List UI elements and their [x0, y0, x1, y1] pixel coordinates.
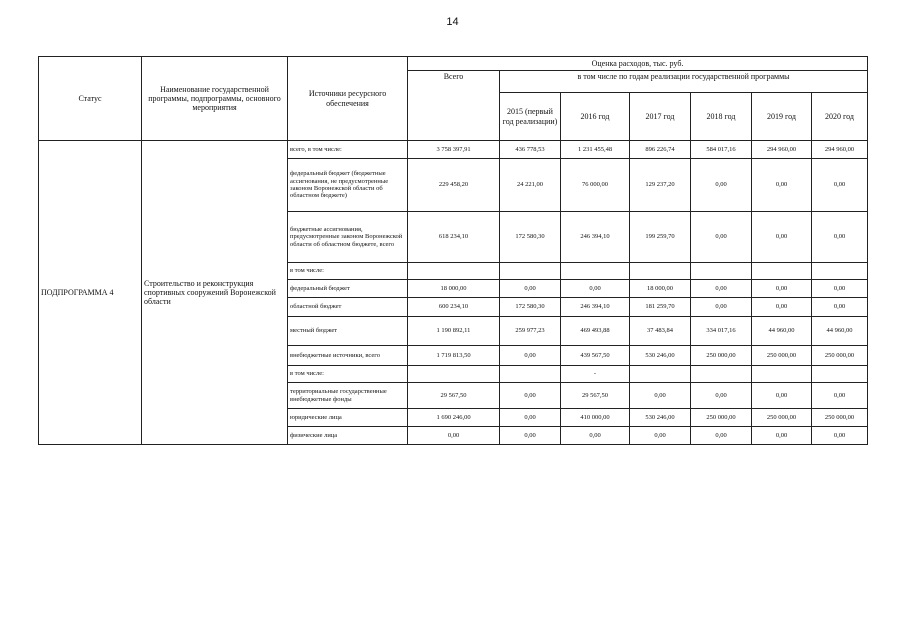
year-value-cell: 436 778,53	[500, 141, 561, 159]
year-value-cell	[812, 366, 868, 383]
year-value-cell: 0,00	[812, 159, 868, 212]
year-value-cell	[691, 263, 752, 280]
year-value-cell: 37 483,84	[630, 317, 691, 346]
source-cell: бюджетные ассигнования, предусмотренные законом Воронежской области об областном бюджете, всего	[288, 212, 408, 263]
year-value-cell: 44 960,00	[752, 317, 812, 346]
year-value-cell: 250 000,00	[812, 346, 868, 366]
total-value-cell: 1 190 892,11	[408, 317, 500, 346]
year-value-cell	[752, 366, 812, 383]
year-value-cell: 250 000,00	[691, 346, 752, 366]
source-cell: местный бюджет	[288, 317, 408, 346]
year-value-cell: 334 017,16	[691, 317, 752, 346]
header-total: Всего	[408, 71, 500, 141]
total-value-cell	[408, 366, 500, 383]
year-value-cell: 250 000,00	[752, 409, 812, 427]
year-value-cell: 0,00	[752, 159, 812, 212]
header-year-2017: 2017 год	[630, 93, 691, 141]
year-value-cell: 0,00	[500, 383, 561, 409]
year-value-cell	[752, 263, 812, 280]
header-year-2018: 2018 год	[691, 93, 752, 141]
header-status: Статус	[39, 57, 142, 141]
year-value-cell: 246 394,10	[561, 212, 630, 263]
page-number: 14	[446, 16, 459, 28]
year-value-cell: 0,00	[812, 212, 868, 263]
source-cell: юридические лица	[288, 409, 408, 427]
year-value-cell: 0,00	[561, 280, 630, 298]
year-value-cell: 250 000,00	[691, 409, 752, 427]
header-year-2016: 2016 год	[561, 93, 630, 141]
year-value-cell: 172 580,30	[500, 212, 561, 263]
year-value-cell: 29 567,50	[561, 383, 630, 409]
year-value-cell: 0,00	[500, 280, 561, 298]
year-value-cell: 0,00	[812, 383, 868, 409]
total-value-cell	[408, 263, 500, 280]
year-value-cell: 44 960,00	[812, 317, 868, 346]
year-value-cell: 129 237,20	[630, 159, 691, 212]
year-value-cell: 439 567,50	[561, 346, 630, 366]
year-value-cell: 0,00	[812, 280, 868, 298]
year-value-cell: 181 259,70	[630, 298, 691, 317]
total-value-cell: 3 758 397,91	[408, 141, 500, 159]
year-value-cell	[561, 263, 630, 280]
year-value-cell: 0,00	[630, 427, 691, 445]
total-value-cell: 600 234,10	[408, 298, 500, 317]
status-cell: ПОДПРОГРАММА 4	[39, 141, 142, 445]
year-value-cell: 76 000,00	[561, 159, 630, 212]
year-value-cell: 1 231 455,48	[561, 141, 630, 159]
year-value-cell: 0,00	[752, 383, 812, 409]
header-year-2020: 2020 год	[812, 93, 868, 141]
year-value-cell: 172 580,30	[500, 298, 561, 317]
year-value-cell	[630, 366, 691, 383]
header-year-2019: 2019 год	[752, 93, 812, 141]
total-value-cell: 29 567,50	[408, 383, 500, 409]
year-value-cell: 0,00	[691, 280, 752, 298]
year-value-cell	[500, 366, 561, 383]
year-value-cell: 0,00	[500, 346, 561, 366]
year-value-cell: 24 221,00	[500, 159, 561, 212]
year-value-cell: 0,00	[752, 212, 812, 263]
year-value-cell: 0,00	[500, 409, 561, 427]
year-value-cell: 294 960,00	[752, 141, 812, 159]
year-value-cell: 0,00	[691, 159, 752, 212]
year-value-cell: 0,00	[691, 212, 752, 263]
year-value-cell: 0,00	[812, 427, 868, 445]
total-value-cell: 618 234,10	[408, 212, 500, 263]
source-cell: областной бюджет	[288, 298, 408, 317]
year-value-cell: 0,00	[812, 298, 868, 317]
budget-table	[38, 56, 868, 445]
year-value-cell: 0,00	[752, 280, 812, 298]
source-cell: территориальные государственные внебюджетные фонды	[288, 383, 408, 409]
year-value-cell: -	[561, 366, 630, 383]
source-cell: физические лица	[288, 427, 408, 445]
year-value-cell: 250 000,00	[752, 346, 812, 366]
year-value-cell: 0,00	[691, 383, 752, 409]
year-value-cell: 530 246,00	[630, 346, 691, 366]
year-value-cell: 469 493,88	[561, 317, 630, 346]
table-body	[39, 141, 868, 445]
year-value-cell: 410 000,00	[561, 409, 630, 427]
year-value-cell: 199 259,70	[630, 212, 691, 263]
header-sources: Источники ресурсного обеспечения	[288, 57, 408, 141]
year-value-cell: 530 246,00	[630, 409, 691, 427]
year-value-cell: 246 394,10	[561, 298, 630, 317]
year-value-cell: 250 000,00	[812, 409, 868, 427]
year-value-cell: 0,00	[752, 298, 812, 317]
total-value-cell: 18 000,00	[408, 280, 500, 298]
table-row	[39, 141, 868, 159]
year-value-cell: 0,00	[630, 383, 691, 409]
year-value-cell: 584 017,16	[691, 141, 752, 159]
year-value-cell: 896 226,74	[630, 141, 691, 159]
year-value-cell: 0,00	[752, 427, 812, 445]
source-cell: всего, в том числе:	[288, 141, 408, 159]
year-value-cell: 0,00	[691, 427, 752, 445]
total-value-cell: 1 719 813,50	[408, 346, 500, 366]
source-cell: внебюджетные источники, всего	[288, 346, 408, 366]
year-value-cell: 0,00	[691, 298, 752, 317]
year-value-cell	[630, 263, 691, 280]
year-value-cell: 259 977,23	[500, 317, 561, 346]
source-cell: в том числе:	[288, 263, 408, 280]
total-value-cell: 1 690 246,00	[408, 409, 500, 427]
source-cell: федеральный бюджет	[288, 280, 408, 298]
header-name: Наименование государственной программы, подпрограммы, основного мероприятия	[142, 57, 288, 141]
program-name-cell: Строительство и реконструкция спортивных сооружений Воронежской области	[142, 141, 288, 445]
year-value-cell: 0,00	[561, 427, 630, 445]
year-value-cell	[812, 263, 868, 280]
year-value-cell: 0,00	[500, 427, 561, 445]
header-by-years: в том числе по годам реализации государственной программы	[500, 71, 868, 93]
header-estimate: Оценка расходов, тыс. руб.	[408, 57, 868, 71]
year-value-cell: 18 000,00	[630, 280, 691, 298]
total-value-cell: 0,00	[408, 427, 500, 445]
year-value-cell: 294 960,00	[812, 141, 868, 159]
total-value-cell: 229 458,20	[408, 159, 500, 212]
source-cell: в том числе:	[288, 366, 408, 383]
header-year-2015: 2015 (первый год реализации)	[500, 93, 561, 141]
source-cell: федеральный бюджет (бюджетные ассигнования, не предусмотренные законом Воронежской области об областном бюджете)	[288, 159, 408, 212]
year-value-cell	[500, 263, 561, 280]
year-value-cell	[691, 366, 752, 383]
